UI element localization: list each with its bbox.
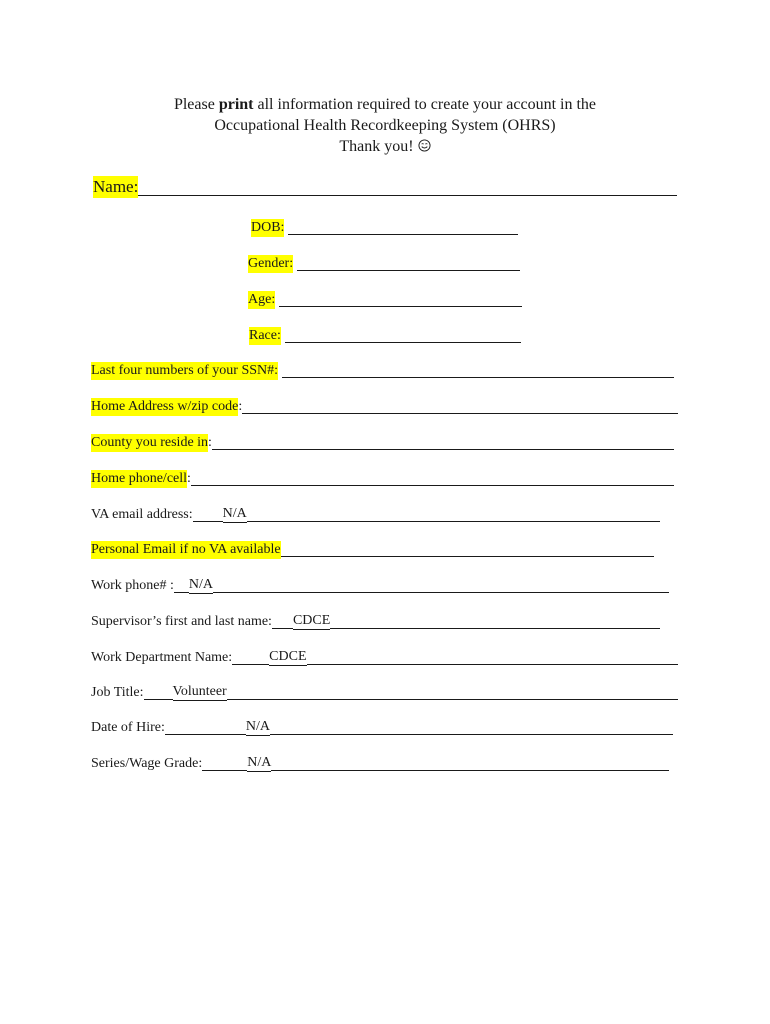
home-address-label: Home Address w/zip code: [91, 399, 239, 414]
home-address-blank[interactable]: [242, 399, 678, 414]
job-title-field[interactable]: [91, 684, 678, 702]
gender-blank[interactable]: [297, 256, 520, 271]
age-field[interactable]: [248, 291, 522, 309]
work-phone-field[interactable]: [91, 577, 669, 595]
job-title-value[interactable]: Volunteer: [172, 684, 227, 699]
date-of-hire-label: Date of Hire:: [91, 720, 165, 735]
supervisor-value[interactable]: CDCE: [292, 613, 331, 628]
dob-label: DOB:: [251, 220, 285, 235]
county-colon: :: [208, 435, 212, 450]
date-of-hire-value[interactable]: N/A: [245, 719, 270, 734]
gender-field[interactable]: [248, 255, 520, 273]
work-department-blank[interactable]: [307, 650, 679, 665]
date-of-hire-field[interactable]: [91, 719, 673, 737]
work-department-field[interactable]: [91, 649, 678, 667]
county-label: County you reside in: [91, 435, 209, 450]
dob-blank[interactable]: [288, 220, 518, 235]
name-blank[interactable]: [138, 178, 677, 196]
supervisor-field[interactable]: [91, 613, 660, 631]
personal-email-blank[interactable]: [281, 542, 654, 557]
supervisor-blank[interactable]: [330, 614, 660, 629]
name-field[interactable]: [93, 176, 677, 198]
home-address-colon: :: [238, 399, 243, 414]
header-line-1: [0, 94, 770, 115]
personal-email-field[interactable]: [91, 541, 654, 559]
dob-field[interactable]: [251, 219, 518, 237]
series-wage-field[interactable]: [91, 755, 669, 773]
race-blank[interactable]: [285, 328, 521, 343]
name-label: Name:: [93, 177, 139, 196]
supervisor-blank-pre: [272, 614, 293, 629]
header-text-post: all information required to create your account in the: [253, 96, 597, 113]
smiley-icon: [418, 139, 431, 152]
series-wage-blank-pre: [202, 756, 247, 771]
county-blank[interactable]: [212, 435, 674, 450]
header-text-pre: Please: [173, 96, 219, 113]
age-label: Age:: [248, 292, 276, 307]
form-header: [0, 94, 770, 157]
job-title-label: Job Title:: [91, 685, 144, 700]
county-field[interactable]: [91, 434, 674, 452]
va-email-blank-pre: [193, 507, 223, 522]
ssn-blank[interactable]: [282, 363, 674, 378]
ssn-label: Last four numbers of your SSN#:: [91, 363, 279, 378]
home-phone-colon: :: [187, 471, 191, 486]
date-of-hire-blank[interactable]: [270, 720, 673, 735]
work-phone-value[interactable]: N/A: [188, 577, 213, 592]
work-phone-label: Work phone# :: [91, 578, 174, 593]
va-email-blank[interactable]: [247, 507, 660, 522]
home-phone-blank[interactable]: [191, 471, 674, 486]
home-address-field[interactable]: [91, 398, 678, 416]
work-department-value[interactable]: CDCE: [269, 649, 307, 664]
header-text-bold: print: [218, 96, 254, 113]
gender-label: Gender:: [248, 256, 294, 271]
home-phone-field[interactable]: [91, 470, 674, 488]
work-department-label: Work Department Name:: [91, 650, 233, 665]
series-wage-label: Series/Wage Grade:: [91, 756, 203, 771]
header-line-2: Occupational Health Recordkeeping System (OHRS): [214, 117, 556, 134]
work-department-blank-pre: [232, 650, 269, 665]
ssn-field[interactable]: [91, 362, 674, 380]
race-field[interactable]: [249, 327, 521, 345]
va-email-value[interactable]: N/A: [222, 506, 247, 521]
va-email-label: VA email address:: [91, 507, 193, 522]
job-title-blank[interactable]: [227, 685, 678, 700]
date-of-hire-blank-pre: [165, 720, 246, 735]
va-email-field[interactable]: [91, 506, 660, 524]
age-blank[interactable]: [279, 292, 522, 307]
home-phone-label: Home phone/cell: [91, 471, 188, 486]
supervisor-label: Supervisor’s first and last name:: [91, 614, 272, 629]
job-title-blank-pre: [144, 685, 173, 700]
header-line-3: [0, 136, 770, 157]
work-phone-blank-pre: [174, 578, 189, 593]
series-wage-blank[interactable]: [271, 756, 669, 771]
series-wage-value[interactable]: N/A: [247, 755, 272, 770]
work-phone-blank[interactable]: [213, 578, 669, 593]
thank-you-text: Thank you!: [339, 138, 414, 155]
personal-email-label: Personal Email if no VA available: [91, 542, 281, 557]
race-label: Race:: [249, 328, 281, 343]
